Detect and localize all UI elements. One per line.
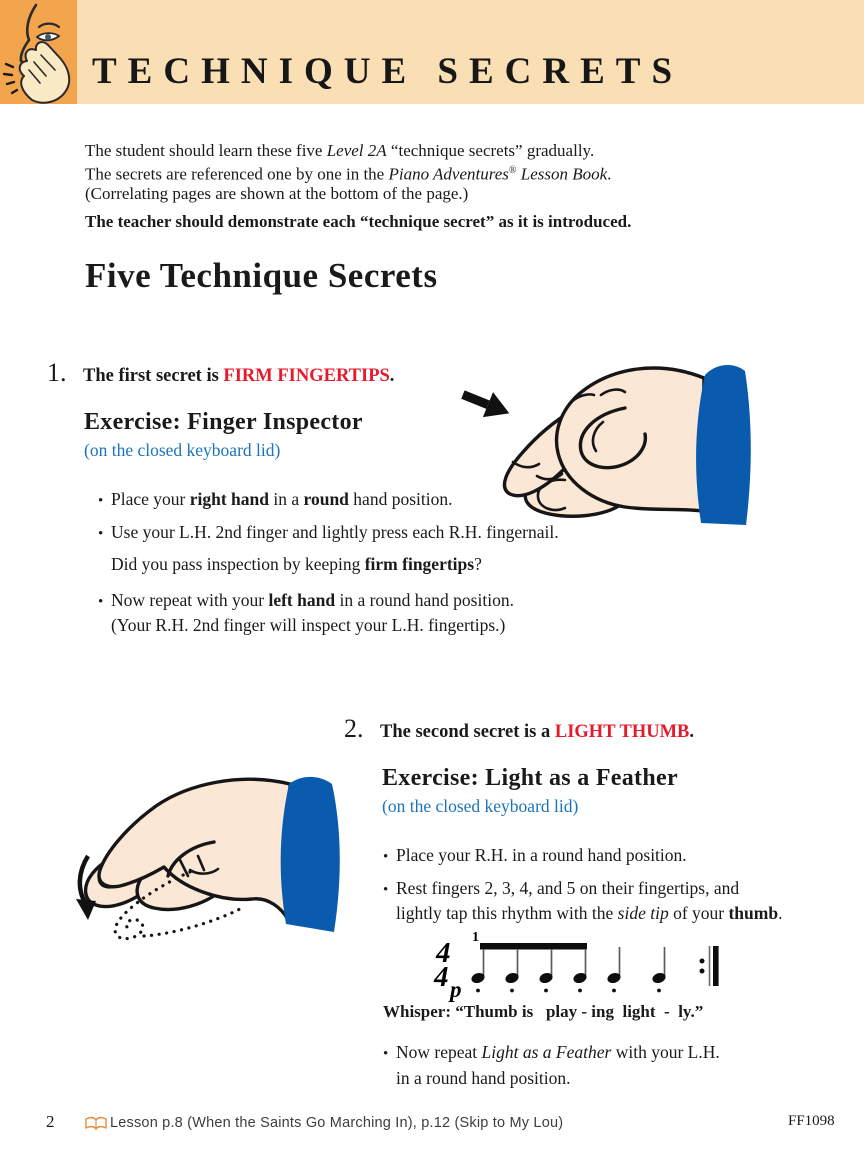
repeat-barline — [700, 946, 719, 986]
secret2-bullet-3: • Now repeat Light as a Feather with your L.H. in a round hand position. — [383, 1042, 720, 1088]
secret1-exercise-title: Exercise: Finger Inspector — [84, 409, 363, 435]
secret1-lead: The first secret is FIRM FINGERTIPS. — [83, 366, 395, 386]
header-band — [0, 0, 864, 104]
intro-line-2: The secrets are referenced one by one in the Piano Adventures® Lesson Book. — [85, 164, 612, 184]
intro-paragraph — [85, 141, 611, 203]
whisper-lyric-line: Whisper: “Thumb is play - ing light - ly.” — [383, 1002, 704, 1021]
right-hand-illustration — [452, 358, 764, 528]
section-heading: Five Technique Secrets — [85, 256, 438, 295]
intro-line-1: The student should learn these five Level 2A “technique secrets” gradually. — [85, 141, 595, 160]
staccato-dots — [476, 989, 661, 993]
finger-number: 1 — [472, 930, 479, 945]
secret2-number: 2. — [344, 714, 364, 743]
sleeve-cuff — [696, 365, 751, 525]
time-signature-bottom: 4 — [434, 961, 449, 993]
secret1-bullet-2: • Use your L.H. 2nd finger and lightly press each R.H. fingernail. — [98, 522, 559, 542]
teacher-note: The teacher should demonstrate each “technique secret” as it is introduced. — [85, 212, 632, 231]
header-icon-box — [0, 0, 77, 104]
footer-page-number: 2 — [46, 1112, 55, 1131]
sleeve-cuff — [281, 777, 340, 932]
noteheads — [470, 971, 667, 984]
beam — [480, 943, 587, 950]
open-book-icon — [84, 1116, 108, 1132]
secret2-lead: The second secret is a LIGHT THUMB. — [380, 722, 695, 742]
secret1-number: 1. — [47, 358, 67, 387]
secret1-bullet-2-followup: Did you pass inspection by keeping firm fingertips? — [111, 554, 482, 574]
registered-mark: ® — [508, 164, 517, 176]
footer-lesson-reference: Lesson p.8 (When the Saints Go Marching In), p.12 (Skip to My Lou) — [110, 1115, 564, 1131]
rhythm-notation — [424, 928, 724, 1002]
dynamic-mark: p — [450, 977, 462, 1002]
pointer-arrow-icon — [458, 382, 514, 426]
footer-catalog-number: FF1098 — [788, 1113, 835, 1129]
secret2-exercise-subtitle: (on the closed keyboard lid) — [382, 796, 579, 816]
secret2-bullet-2: • Rest fingers 2, 3, 4, and 5 on their fingertips, and lightly tap this rhythm with the side tip of your thumb. — [383, 878, 783, 923]
secret2-exercise-title: Exercise: Light as a Feather — [382, 765, 678, 791]
intro-line-3: (Correlating pages are shown at the bottom of the page.) — [85, 183, 469, 203]
secret1-exercise-subtitle: (on the closed keyboard lid) — [84, 440, 281, 460]
secret1-bullet-1: • Place your right hand in a round hand position. — [98, 489, 453, 509]
secret2-highlight: LIGHT THUMB — [554, 722, 690, 742]
page-title: TECHNIQUE SECRETS — [92, 51, 684, 92]
secret2-bullet-1: • Place your R.H. in a round hand position. — [383, 845, 687, 865]
whisper-face-icon — [0, 0, 77, 104]
left-hand-illustration — [42, 772, 362, 967]
secret1-bullet-3: • Now repeat with your left hand in a round hand position. (Your R.H. 2nd finger will inspect your L.H. fingertips.) — [98, 590, 514, 635]
secret1-highlight: FIRM FINGERTIPS — [223, 366, 390, 386]
stems — [484, 947, 665, 976]
time-signature-top: 4 — [436, 937, 451, 969]
